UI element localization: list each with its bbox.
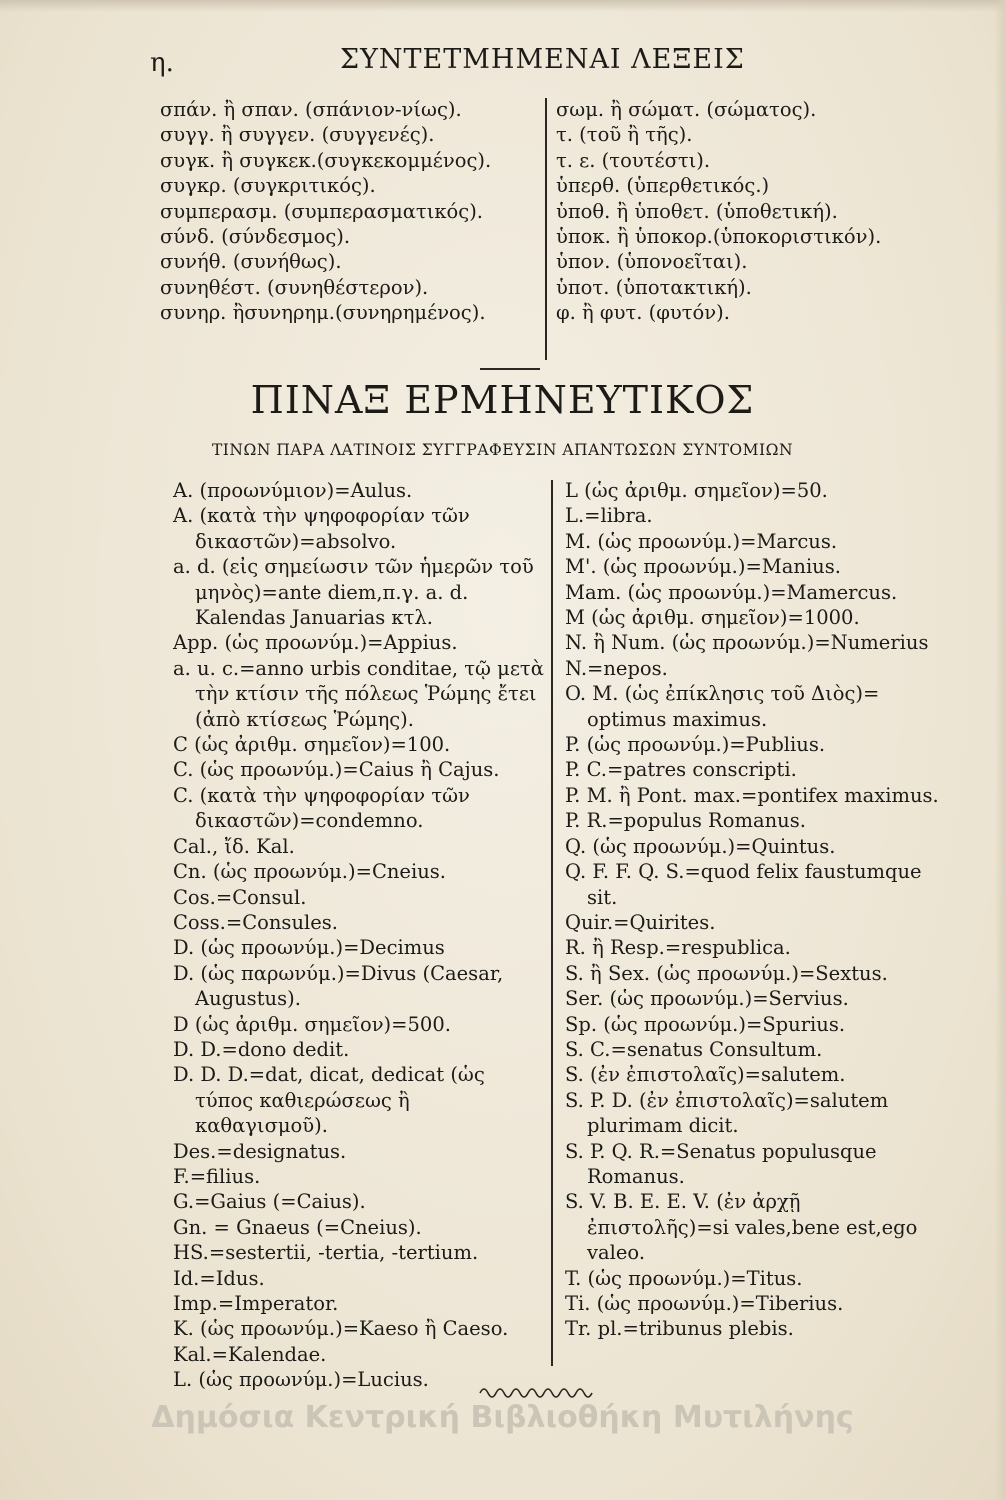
page-edge-shadow-right	[995, 0, 1005, 1500]
abbreviations-left-column	[160, 97, 535, 326]
glossary-entry: A. (προωνύμιον)=Aulus.	[173, 479, 413, 502]
glossary-entry: A. (κατὰ τὴν ψηφοφορίαν τῶν δικαστῶν)=absolvo.	[173, 504, 470, 553]
glossary-entry: N. ἢ Num. (ὡς προωνύμ.)=Numerius	[565, 631, 929, 655]
column-divider	[545, 98, 547, 360]
abbreviation-line: τ. ε. (τουτέστι).	[556, 148, 711, 172]
glossary-entry: Imp.=Imperator.	[173, 1292, 339, 1315]
glossary-entry: Cn. (ὡς προωνύμ.)=Cneius.	[173, 860, 446, 884]
library-watermark: Δημόσια Κεντρική Βιβλιοθήκη Μυτιλήνης	[151, 1400, 854, 1435]
glossary-entry: P. M. ἢ Pont. max.=pontifex maximus.	[565, 783, 939, 807]
glossary-entry: G.=Gaius (=Caius).	[173, 1190, 366, 1214]
abbreviation-line: συνηθέστ. (συνηθέστερον).	[160, 275, 429, 299]
section-subtitle: ΤΙΝΩΝ ΠΑΡΑ ΛΑΤΙΝΟΙΣ ΣΥΓΓΡΑΦΕΥΣΙΝ ΑΠΑΝΤΩΣΩΝ ΣΥΝΤΟΜΙΩΝ	[211, 441, 794, 459]
abbreviation-line: συμπερασμ. (συμπερασματικός).	[160, 199, 484, 223]
page-letter: η.	[150, 48, 174, 78]
abbreviation-line: τ. (τοῦ ἢ τῆς).	[556, 123, 693, 147]
abbreviation-line: σύνδ. (σύνδεσμος).	[160, 225, 351, 249]
abbreviation-line: ὑπερθ. (ὑπερθετικός.)	[556, 174, 770, 198]
section-title: ΠΙΝΑΞ ΕΡΜΗΝΕΥΤΙΚΟΣ	[250, 378, 755, 422]
glossary-entry: S. P. Q. R.=Senatus populusque Romanus.	[565, 1139, 877, 1188]
glossary-entry: S. C.=senatus Consultum.	[565, 1037, 823, 1061]
glossary-entry: C. (ὡς προωνύμ.)=Caius ἢ Cajus.	[173, 758, 500, 782]
entries-right-column	[565, 478, 940, 1342]
glossary-entry: R. ἢ Resp.=respublica.	[565, 936, 791, 960]
abbreviation-line: ὑποκ. ἢ ὑποκορ.(ὑποκοριστικόν).	[556, 225, 882, 249]
glossary-entry: a. d. (εἰς σημείωσιν τῶν ἡμερῶν τοῦ μηνὸς)=ante diem,π.γ. a. d. Kalendas Januarias κτλ.	[173, 555, 534, 630]
glossary-entry: Q. F. F. Q. S.=quod felix faustumque sit.	[565, 860, 922, 909]
glossary-entry: Sp. (ὡς προωνύμ.)=Spurius.	[565, 1012, 846, 1036]
glossary-entry: T. (ὡς προωνύμ.)=Titus.	[565, 1266, 803, 1290]
abbreviations-right-column	[556, 97, 936, 326]
glossary-entry: Coss.=Consules.	[173, 910, 338, 934]
glossary-entry: D. D.=dono dedit.	[173, 1037, 350, 1061]
page-edge-shadow	[0, 0, 1005, 12]
glossary-entry: App. (ὡς προωνύμ.)=Appius.	[173, 631, 458, 655]
glossary-entry: S. ἢ Sex. (ὡς προωνύμ.)=Sextus.	[565, 961, 888, 985]
running-head: ΣΥΝΤΕΤΜΗΜΕΝΑΙ ΛΕΞΕΙΣ	[340, 44, 745, 75]
abbreviation-line: συνήθ. (συνήθως).	[160, 250, 342, 274]
glossary-entry: Des.=designatus.	[173, 1139, 347, 1163]
abbreviation-line: συγκ. ἢ συγκεκ.(συγκεκομμένος).	[160, 148, 492, 172]
glossary-entry: D. (ὡς προωνύμ.)=Decimus	[173, 936, 445, 960]
glossary-entry: K. (ὡς προωνύμ.)=Kaeso ἢ Caeso.	[173, 1317, 509, 1341]
glossary-entry: Q. (ὡς προωνύμ.)=Quintus.	[565, 834, 836, 858]
glossary-entry: C (ὡς ἀριθμ. σημεῖον)=100.	[173, 733, 451, 757]
column-divider	[551, 480, 553, 1366]
glossary-entry: Cal., ἴδ. Kal.	[173, 834, 295, 858]
glossary-entry: O. M. (ὡς ἐπίκλησις τοῦ Διὸς)= optimus maximus.	[565, 682, 880, 731]
glossary-entry: P. (ὡς προωνύμ.)=Publius.	[565, 733, 826, 757]
glossary-entry: Kal.=Kalendae.	[173, 1342, 327, 1366]
glossary-entry: L. (ὡς προωνύμ.)=Lucius.	[173, 1368, 429, 1392]
glossary-entry: M'. (ὡς προωνύμ.)=Manius.	[565, 555, 841, 579]
abbreviation-line: συνηρ. ἢσυνηρημ.(συνηρημένος).	[160, 301, 486, 325]
glossary-entry: Gn. = Gnaeus (=Cneius).	[173, 1215, 422, 1239]
glossary-entry: HS.=sestertii, -tertia, -tertium.	[173, 1241, 479, 1265]
glossary-entry: Tr. pl.=tribunus plebis.	[565, 1317, 794, 1341]
abbreviation-line: σπάν. ἢ σπαν. (σπάνιον-νίως).	[160, 98, 462, 121]
glossary-entry: M (ὡς ἀριθμ. σημεῖον)=1000.	[565, 606, 860, 630]
entries-left-column	[173, 478, 548, 1393]
glossary-entry: P. C.=patres conscripti.	[565, 758, 797, 782]
abbreviation-line: ὑποτ. (ὑποτακτική).	[556, 275, 752, 299]
glossary-entry: L.=libra.	[565, 504, 653, 528]
glossary-entry: S. V. B. E. E. V. (ἐν ἀρχῇ ἐπιστολῆς)=si vales,bene est,ego valeo.	[565, 1190, 918, 1265]
glossary-entry: N.=nepos.	[565, 656, 668, 680]
glossary-entry: P. R.=populus Romanus.	[565, 809, 806, 833]
glossary-entry: Id.=Idus.	[173, 1266, 265, 1290]
glossary-entry: Cos.=Consul.	[173, 885, 307, 909]
glossary-entry: F.=filius.	[173, 1164, 261, 1188]
glossary-entry: Mam. (ὡς προωνύμ.)=Mamercus.	[565, 580, 898, 604]
glossary-entry: a. u. c.=anno urbis conditae, τῷ μετὰ τὴν κτίσιν τῆς πόλεως Ῥώμης ἔτει (ἀπὸ κτίσεως Ῥώμης).	[173, 656, 544, 731]
glossary-entry: D (ὡς ἀριθμ. σημεῖον)=500.	[173, 1012, 451, 1036]
glossary-entry: Ser. (ὡς προωνύμ.)=Servius.	[565, 987, 849, 1011]
abbreviation-line: σωμ. ἢ σώματ. (σώματος).	[556, 98, 817, 121]
glossary-entry: S. (ἐν ἐπιστολαῖς)=salutem.	[565, 1063, 846, 1087]
section-rule	[480, 368, 540, 370]
abbreviation-line: συγγ. ἢ συγγεν. (συγγενές).	[160, 123, 435, 147]
glossary-entry: M. (ὡς προωνύμ.)=Marcus.	[565, 529, 838, 553]
abbreviation-line: φ. ἢ φυτ. (φυτόν).	[556, 301, 730, 325]
abbreviation-line: ὑποθ. ἢ ὑποθετ. (ὑποθετική).	[556, 199, 838, 223]
glossary-entry: D. D. D.=dat, dicat, dedicat (ὡς τύπος καθιερώσεως ἢ καθαγισμοῦ).	[173, 1063, 485, 1138]
glossary-entry: D. (ὡς παρωνύμ.)=Divus (Caesar, Augustus).	[173, 961, 504, 1011]
glossary-entry: Ti. (ὡς προωνύμ.)=Tiberius.	[565, 1292, 844, 1315]
glossary-entry: L (ὡς ἀριθμ. σημεῖον)=50.	[565, 479, 828, 502]
glossary-entry: S. P. D. (ἐν ἐπιστολαῖς)=salutem plurimam dicit.	[565, 1088, 889, 1138]
abbreviation-line: συγκρ. (συγκριτικός).	[160, 174, 376, 198]
glossary-entry: C. (κατὰ τὴν ψηφοφορίαν τῶν δικαστῶν)=condemno.	[173, 783, 470, 833]
abbreviation-line: ὑπον. (ὑπονοεῖται).	[556, 250, 748, 274]
glossary-entry: Quir.=Quirites.	[565, 910, 716, 934]
